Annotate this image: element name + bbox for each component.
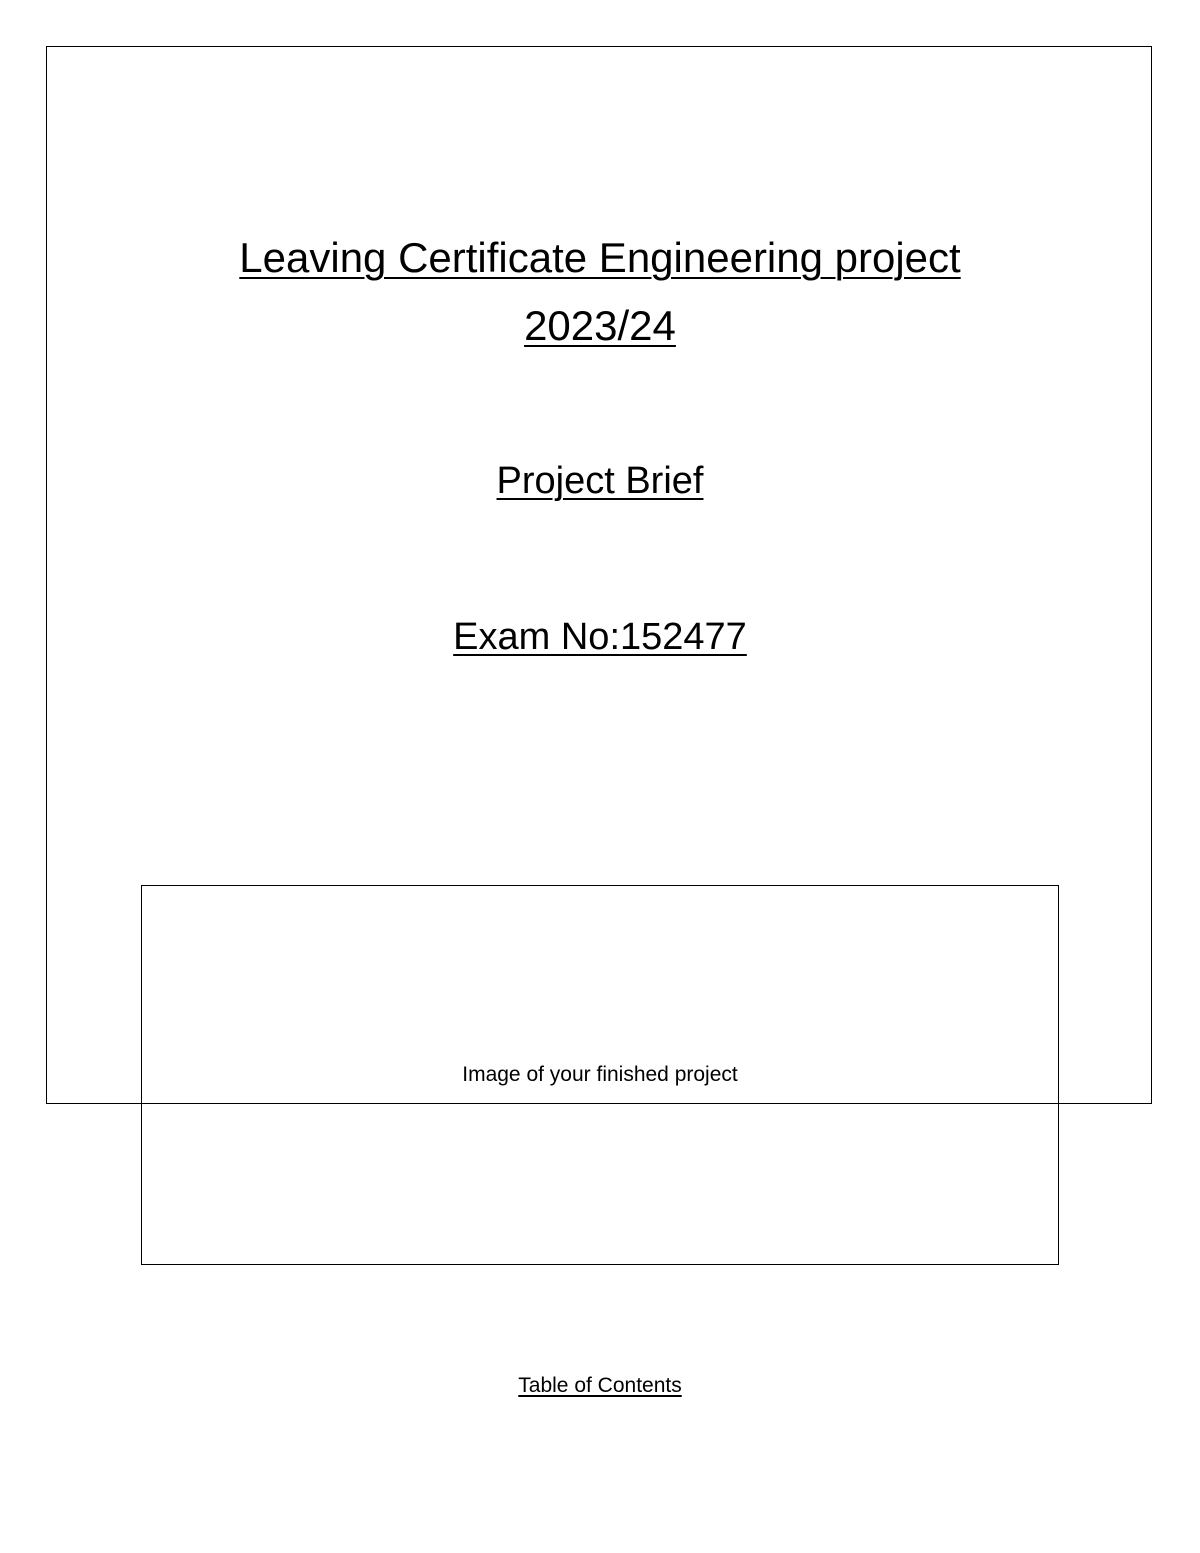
document-title: Leaving Certificate Engineering project bbox=[239, 234, 961, 281]
table-of-contents-link[interactable]: Table of Contents bbox=[518, 1374, 682, 1397]
document-subtitle: Project Brief bbox=[496, 460, 704, 502]
project-image-placeholder bbox=[141, 885, 1059, 1265]
document-year: 2023/24 bbox=[524, 302, 676, 349]
exam-number: Exam No:152477 bbox=[453, 616, 747, 658]
image-placeholder-text: Image of your finished project bbox=[462, 1063, 738, 1086]
